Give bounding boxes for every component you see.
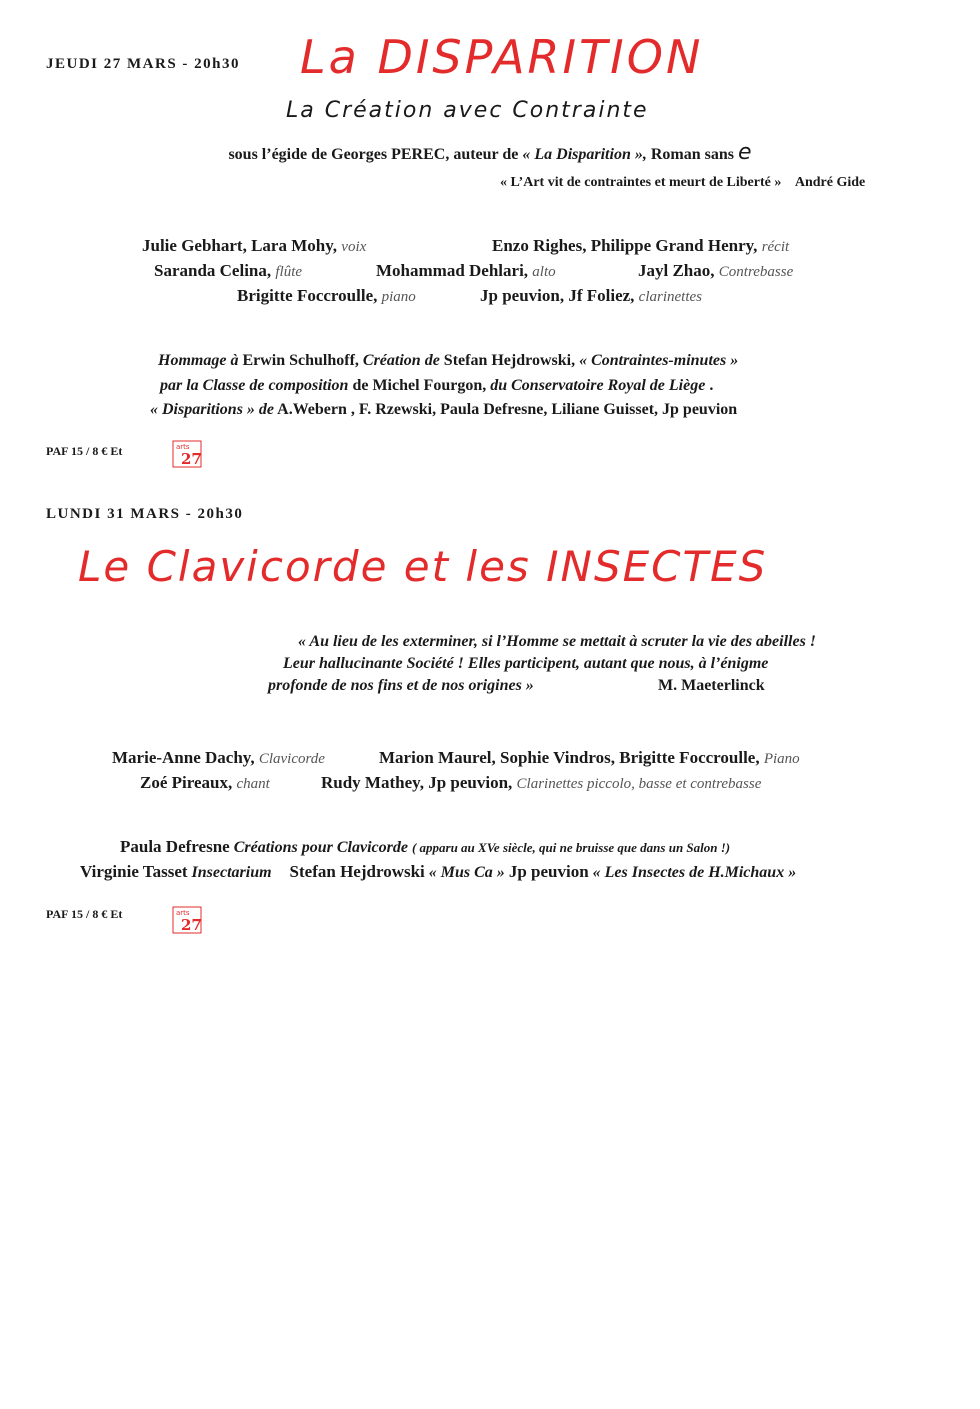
- cast-role: Contrebasse: [718, 264, 794, 280]
- cast-role: voix: [341, 239, 367, 255]
- event2-date: LUNDI 31 MARS - 20h30: [46, 506, 244, 522]
- event2-quote-line3: profonde de nos fins et de nos origines »: [268, 677, 534, 694]
- cast-names: Jp peuvion, Jf Foliez,: [480, 286, 635, 305]
- program-text: de Michel Fourgon,: [348, 377, 491, 394]
- event1-program-line1: [158, 352, 738, 370]
- event2-paf: PAF 15 / 8 € Et: [46, 907, 123, 921]
- program-text: « Contraintes-minutes »: [579, 352, 739, 369]
- event1-cast-row3b: [480, 286, 702, 306]
- program-text: A.Webern , F. Rzewski, Paula Defresne, Liliane Guisset, Jp peuvion: [274, 401, 738, 418]
- event1-date: JEUDI 27 MARS - 20h30: [46, 56, 241, 72]
- cast-role: Clarinettes piccolo, basse et contrebasse: [516, 776, 762, 792]
- event1-title: La DISPARITION: [300, 30, 704, 84]
- logo-label: arts: [176, 443, 190, 451]
- event1-egide: [0, 140, 980, 165]
- event1-cast-row1a: [142, 236, 366, 256]
- cast-role: clarinettes: [638, 289, 702, 305]
- event1-quote-text: « L’Art vit de contraintes et meurt de Liberté »: [500, 175, 782, 190]
- event2-quote-line2: Leur hallucinante Société ! Elles participent, autant que nous, à l’énigme: [283, 655, 769, 672]
- event1-paf: PAF 15 / 8 € Et: [46, 444, 123, 458]
- cast-role: alto: [532, 264, 556, 280]
- cast-names: Zoé Pireaux,: [140, 773, 233, 792]
- cast-names: Mohammad Dehlari,: [376, 261, 529, 280]
- event1-cast-row1b: [492, 236, 789, 256]
- event1-cast-row2b: [376, 261, 556, 281]
- cast-names: Julie Gebhart, Lara Mohy,: [142, 236, 338, 255]
- arts27-logo-icon: [172, 440, 202, 468]
- egide-prefix: sous l’égide de Georges PEREC, auteur de: [228, 146, 523, 163]
- cast-role: chant: [236, 776, 270, 792]
- egide-suffix: Roman sans: [646, 146, 738, 163]
- cast-role: piano: [381, 289, 416, 305]
- logo-number: 27: [181, 916, 202, 934]
- program-text: Jp peuvion: [508, 862, 589, 881]
- event1-cast-row3a: [237, 286, 416, 306]
- cast-names: Saranda Celina,: [154, 261, 272, 280]
- arts27-logo: [172, 906, 202, 934]
- program-text: Paula Defresne: [120, 837, 230, 856]
- event2-quote-author: M. Maeterlinck: [658, 677, 765, 694]
- event1-program-line3: [150, 401, 737, 419]
- event2-cast-row1b: [379, 748, 800, 768]
- logo-label: arts: [176, 909, 190, 917]
- program-text: Hommage à: [158, 352, 239, 369]
- event1-cast-row2c: [638, 261, 793, 281]
- event2-program-line1: [120, 837, 730, 857]
- program-text: Insectarium: [187, 864, 276, 881]
- cast-role: flûte: [275, 264, 303, 280]
- event2-title: Le Clavicorde et les INSECTES: [78, 542, 768, 591]
- arts27-logo-icon: [172, 906, 202, 934]
- egide-letter: e: [737, 140, 752, 165]
- program-text: par la Classe de composition: [160, 377, 349, 394]
- event2-program-line2: [80, 862, 796, 882]
- cast-names: Brigitte Foccroulle,: [237, 286, 378, 305]
- cast-names: Jayl Zhao,: [638, 261, 715, 280]
- cast-names: Marie-Anne Dachy,: [112, 748, 255, 767]
- program-text: « Les Insectes de H.Michaux »: [588, 864, 797, 881]
- program-text: .: [705, 377, 714, 394]
- program-text: Création de: [362, 352, 440, 369]
- program-text: Virginie Tasset: [80, 862, 188, 881]
- egide-book: « La Disparition »,: [522, 146, 647, 163]
- event2-cast-row2a: [140, 773, 270, 793]
- program-text: Créations pour Clavicorde: [229, 839, 412, 856]
- cast-role: Piano: [763, 751, 800, 767]
- event2-cast-row2b: [321, 773, 761, 793]
- cast-role: récit: [761, 239, 790, 255]
- cast-role: Clavicorde: [258, 751, 325, 767]
- event2-cast-row1a: [112, 748, 325, 768]
- event1-subtitle: La Création avec Contrainte: [286, 98, 649, 123]
- event1-program-line2: [160, 377, 713, 395]
- arts27-logo: [172, 440, 202, 468]
- cast-names: Marion Maurel, Sophie Vindros, Brigitte Foccroulle,: [379, 748, 760, 767]
- logo-number: 27: [181, 450, 202, 468]
- cast-names: Rudy Mathey, Jp peuvion,: [321, 773, 513, 792]
- event1-quote: [500, 175, 865, 191]
- program-text: Stefan Hejdrowski: [289, 862, 425, 881]
- event1-cast-row2a: [154, 261, 302, 281]
- event1-quote-author: André Gide: [794, 175, 866, 190]
- program-text: du Conservatoire Royal de Liège: [490, 377, 706, 394]
- program-text: Erwin Schulhoff,: [238, 352, 363, 369]
- program-text: « Mus Ca »: [424, 864, 509, 881]
- event2-quote-line1: « Au lieu de les exterminer, si l’Homme se mettait à scruter la vie des abeilles !: [298, 633, 817, 650]
- cast-names: Enzo Righes, Philippe Grand Henry,: [492, 236, 758, 255]
- program-text: Stefan Hejdrowski,: [439, 352, 580, 369]
- program-text: « Disparitions » de: [150, 401, 275, 418]
- program-text: ( apparu au XVe siècle, qui ne bruisse que dans un Salon !): [411, 840, 731, 855]
